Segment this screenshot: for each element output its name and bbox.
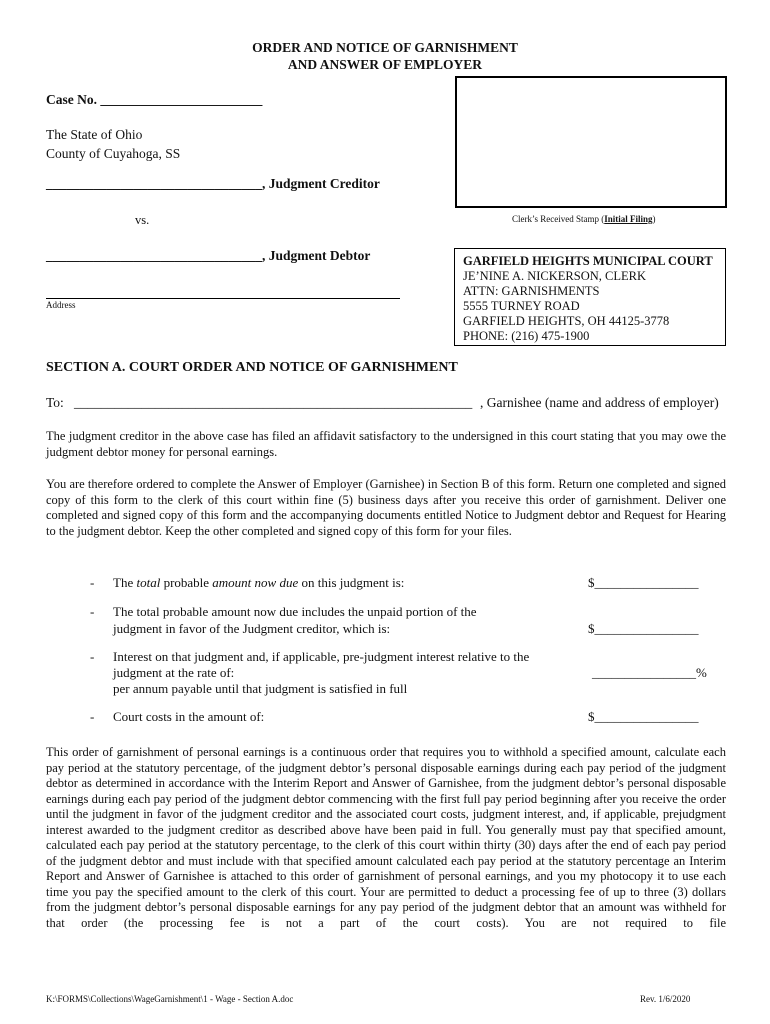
court-address-box: [454, 248, 726, 346]
to-label: To:: [46, 395, 64, 410]
footer-revision: Rev. 1/6/2020: [640, 994, 691, 1004]
paragraph-affidavit: The judgment creditor in the above case has filed an affidavit satisfactory to the undersigned in this court stating that you may owe the judgment debtor money for personal earnings.: [46, 429, 726, 459]
garnishee-label: , Garnishee (name and address of employer): [480, 395, 719, 410]
item-interest-line1: Interest on that judgment and, if applicable, pre-judgment interest relative to the: [113, 649, 530, 664]
court-name: GARFIELD HEIGHTS MUNICIPAL COURT: [463, 254, 713, 268]
clerk-stamp-caption: Clerk’s Received Stamp (Initial Filing): [512, 214, 656, 224]
footer-file-path: K:\FORMS\Collections\WageGarnishment\1 - Wage - Section A.doc: [46, 994, 294, 1004]
paragraph-order: You are therefore ordered to complete the Answer of Employer (Garnishee) in Section B of this form. Return one completed and signed copy of this form to the clerk of this court within fine (5) business days after you receive this order of garnishment. Deliver one completed and signed copy of this form and the accompanying documents entitled Notice to Judgment debtor and Request for Hearing to the judgment debtor. Keep the other completed and signed copy of this form for your files.: [46, 477, 726, 538]
court-attn: ATTN: GARNISHMENTS: [463, 284, 600, 298]
court-street: 5555 TURNEY ROAD: [463, 299, 580, 313]
garnishee-field[interactable]: ___________________________________________________________: [74, 395, 473, 410]
clerk-stamp-box: [455, 76, 727, 208]
section-a-heading: SECTION A. COURT ORDER AND NOTICE OF GARNISHMENT: [46, 360, 458, 375]
item-total-amount-text: The total probable amount now due on this judgment is:: [113, 575, 405, 590]
address-label: Address: [46, 300, 76, 310]
judgment-debtor-field[interactable]: ________________________________, Judgment Debtor: [46, 248, 371, 263]
interest-rate-field[interactable]: ________________%: [592, 665, 707, 680]
judgment-creditor-field[interactable]: ________________________________, Judgment Creditor: [46, 176, 380, 191]
item-interest-line3: per annum payable until that judgment is satisfied in full: [113, 681, 408, 696]
unpaid-portion-field[interactable]: $________________: [588, 621, 699, 636]
item-dash: -: [90, 604, 95, 619]
paragraph-continuous-order: This order of garnishment of personal earnings is a continuous order that requires you to withhold a specified amount, calculate each pay period at the statutory percentage, of the judgment debtor’s personal disposable earnings during each pay period of the judgment debtor as determined in accordance with the Interim Report and Answer of Garnishee, from the judgment debtor’s personal disposable earnings during each pay period of the judgment debtor commencing with the first full pay period beginning after you receive the order until the judgment in favor of the judgment creditor and the associated court costs, judgment interest, and, if applicable, prejudgment interest awarded to the judgment creditor as described above have been paid in full. You generally must pay that specified amount, calculated each pay period at the statutory percentage, to the clerk of this court within thirty (30) days after the end of each pay period of the judgment debtor and must include with that specified amount calculated each pay period at the statutory percentage an Interim Report and Answer of Garnishee is attached to this order of garnishment of personal earnings, and you my photocopy it to use each time you pay the specified amount to the clerk of this court. Your are permitted to deduct a processing fee of up to three (3) dollars from the judgment debtor’s personal disposable earnings for any pay period of the judgment debtor that an amount was withheld for that order (the processing fee is not a part of the court costs). You are not required to file: [46, 745, 726, 930]
item-interest-line2: judgment at the rate of:: [113, 665, 235, 680]
item-dash: -: [90, 649, 95, 664]
county-label: County of Cuyahoga, SS: [46, 146, 181, 161]
item-unpaid-portion-line2: judgment in favor of the Judgment creditor, which is:: [113, 621, 391, 636]
item-unpaid-portion-line1: The total probable amount now due includes the unpaid portion of the: [113, 604, 477, 619]
form-title-line2: AND ANSWER OF EMPLOYER: [287, 57, 483, 72]
court-city: GARFIELD HEIGHTS, OH 44125-3778: [463, 314, 670, 328]
versus-label: vs.: [135, 213, 150, 227]
court-phone: PHONE: (216) 475-1900: [463, 329, 590, 343]
total-amount-field[interactable]: $________________: [588, 575, 699, 590]
item-court-costs-text: Court costs in the amount of:: [113, 709, 265, 724]
form-title-line1: ORDER AND NOTICE OF GARNISHMENT: [252, 40, 518, 55]
address-line[interactable]: [46, 298, 400, 299]
item-dash: -: [90, 709, 95, 724]
court-costs-field[interactable]: $________________: [588, 709, 699, 724]
item-dash: -: [90, 575, 95, 590]
state-label: The State of Ohio: [46, 127, 143, 142]
court-clerk: JE’NINE A. NICKERSON, CLERK: [463, 269, 646, 283]
case-number-field[interactable]: Case No. ________________________: [46, 92, 263, 107]
